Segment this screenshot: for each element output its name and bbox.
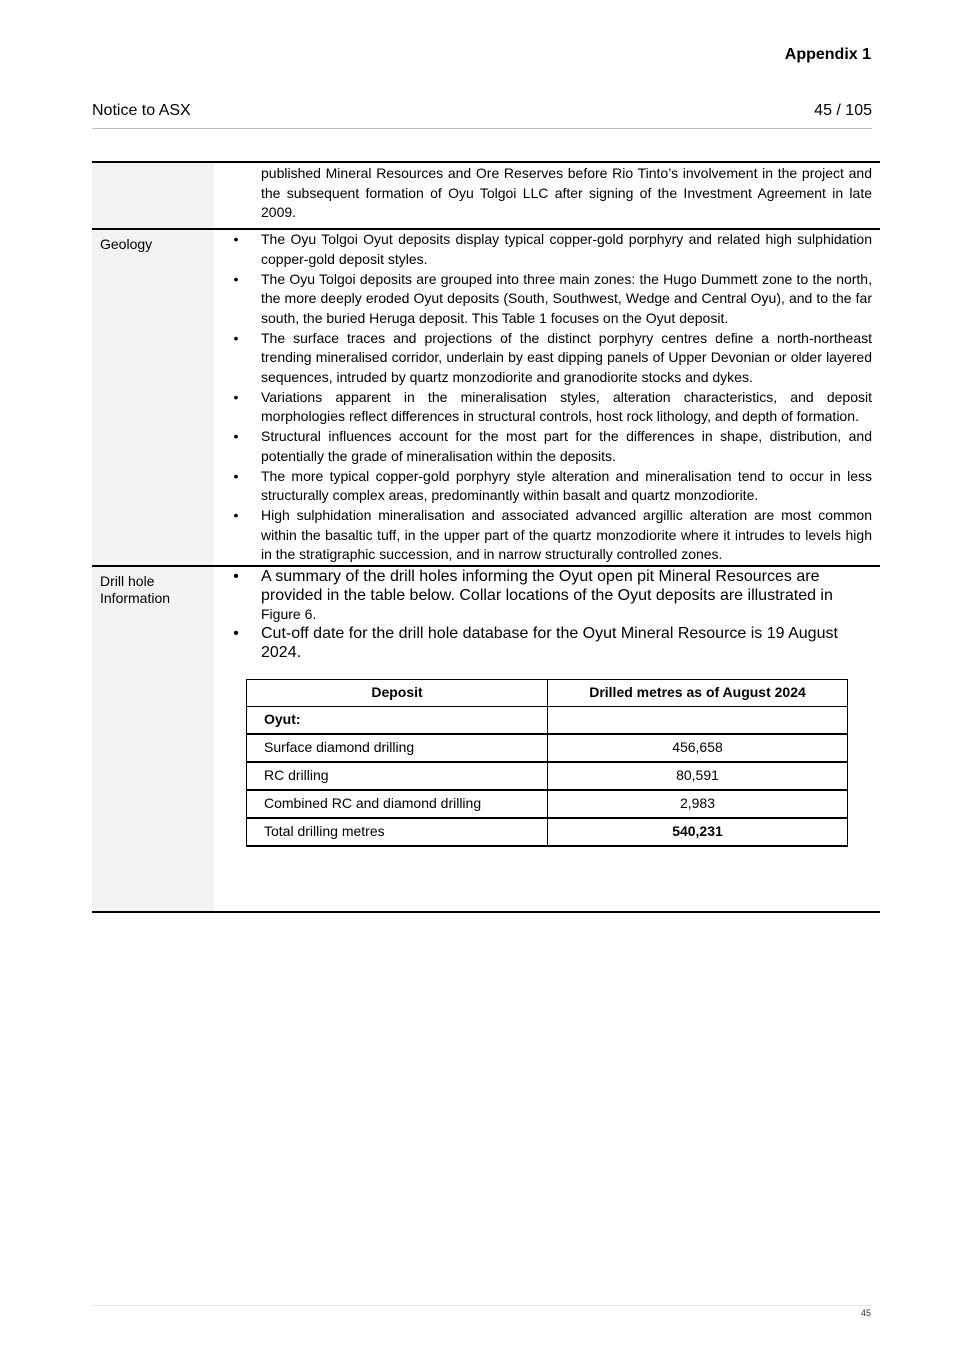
list-item [231, 467, 872, 506]
row-content-drill-hole [214, 566, 880, 912]
geology-bullet-list [231, 230, 872, 565]
table-cell: 456,658 [548, 734, 848, 762]
table-cell: RC drilling [247, 762, 548, 790]
appendix-title: Appendix 1 [784, 46, 871, 63]
table-row [247, 734, 848, 762]
column-header-metres: Drilled metres as of August 2024 [548, 680, 848, 707]
table-cell: 2,983 [548, 790, 848, 818]
table-cell: 80,591 [548, 762, 848, 790]
table-cell: Combined RC and diamond drilling [247, 790, 548, 818]
bullet-text: The more typical copper-gold porphyry style alteration and mineralisation tend to occur in less structurally complex areas, predominantly within basalt and quartz monzodiorite. [261, 467, 872, 504]
row-content-geology [214, 229, 880, 566]
bullet-icon: • [233, 467, 239, 484]
list-item [231, 506, 872, 565]
bullet-text: The Oyu Tolgoi Oyut deposits display typical copper-gold porphyry and related high sulphidation copper-gold deposit styles. [261, 231, 872, 267]
bullet-text: A summary of the drill holes informing the Oyut open pit Mineral Resources are provided in the table below. Collar locations of the Oyut deposits are illustrated in [261, 568, 833, 605]
label-line: Drill hole [100, 573, 155, 590]
list-item [231, 388, 872, 427]
row-content-continuation [214, 162, 880, 229]
table-row-continuation [92, 162, 880, 229]
bullet-text: The surface traces and projections of the distinct porphyry centres define a north-northeast trending mineralised corridor, underlain by east dipping panels of Upper Devonian or older layered sequences, intruded by quartz monzodiorite and granodiorite stocks and dykes. [261, 329, 872, 386]
header-page-count: 45 / 105 [814, 102, 872, 119]
drill-bullet-list [231, 567, 872, 662]
row-label-drill-hole [92, 566, 214, 912]
list-item [231, 427, 872, 466]
header-divider [92, 128, 872, 129]
table-cell: Oyut: [247, 707, 548, 735]
bullet-icon: • [233, 428, 239, 445]
table-cell: Total drilling metres [247, 818, 548, 846]
bullet-text: High sulphidation mineralisation and associated advanced argillic alteration are most common within the basaltic tuff, in the upper part of the quartz monzodiorite where it intrudes to levels high in the stratigraphic succession, and in narrow structurally controlled zones. [261, 506, 872, 563]
list-item [231, 567, 872, 624]
table-row [247, 818, 848, 846]
header-document-title: Notice to ASX [92, 102, 191, 119]
bullet-text: The Oyu Tolgoi deposits are grouped into three main zones: the Hugo Dummett zone to the north, the more deeply eroded Oyut deposits (South, Southwest, Wedge and Central Oyu), and to the far south, the buried Heruga deposit. This Table 1 focuses on the Oyut deposit. [261, 270, 872, 326]
list-item [231, 270, 872, 329]
bullet-icon: • [233, 270, 239, 287]
table-row [247, 790, 848, 818]
table-cell: Surface diamond drilling [247, 734, 548, 762]
drilled-metres-table [246, 679, 848, 847]
list-item [231, 230, 872, 269]
table-cell-total: 540,231 [548, 818, 848, 846]
footer-divider [92, 1305, 872, 1306]
bullet-icon: • [233, 506, 239, 523]
page-number: 45 [860, 1308, 871, 1318]
bullet-icon: • [233, 388, 239, 405]
page-header [92, 102, 872, 120]
bullet-icon: • [233, 625, 239, 643]
list-item [231, 624, 872, 662]
continuation-text: published Mineral Resources and Ore Reserves before Rio Tinto’s involvement in the project and the subsequent formation of Oyu Tolgoi LLC after signing of the Investment Agreement in late 2009. [261, 165, 872, 221]
list-item [231, 329, 872, 388]
column-header-deposit: Deposit [247, 680, 548, 707]
label-line: Information [100, 590, 171, 607]
table-header-row [247, 680, 848, 707]
table-row-geology [92, 229, 880, 566]
row-label-geology: Geology [92, 229, 214, 566]
bullet-text: Variations apparent in the mineralisation styles, alteration characteristics, and deposit morphologies reflect differences in structural controls, host rock lithology, and depth of formation. [261, 388, 872, 425]
bullet-icon: • [233, 231, 239, 248]
figure-reference: Figure 6. [261, 606, 317, 623]
row-label-empty [92, 162, 214, 229]
bullet-icon: • [233, 329, 239, 346]
table-row [247, 762, 848, 790]
table-cell [548, 707, 848, 735]
table-row [247, 707, 848, 735]
bullet-text: Structural influences account for the most part for the differences in shape, distribution, and potentially the grade of mineralisation within the deposits. [261, 428, 872, 464]
bullet-text: Cut-off date for the drill hole database for the Oyut Mineral Resource is 19 August 2024. [261, 625, 838, 662]
table-row-drill-hole [92, 566, 880, 912]
bullet-icon: • [233, 568, 239, 586]
jorc-table [92, 161, 880, 913]
